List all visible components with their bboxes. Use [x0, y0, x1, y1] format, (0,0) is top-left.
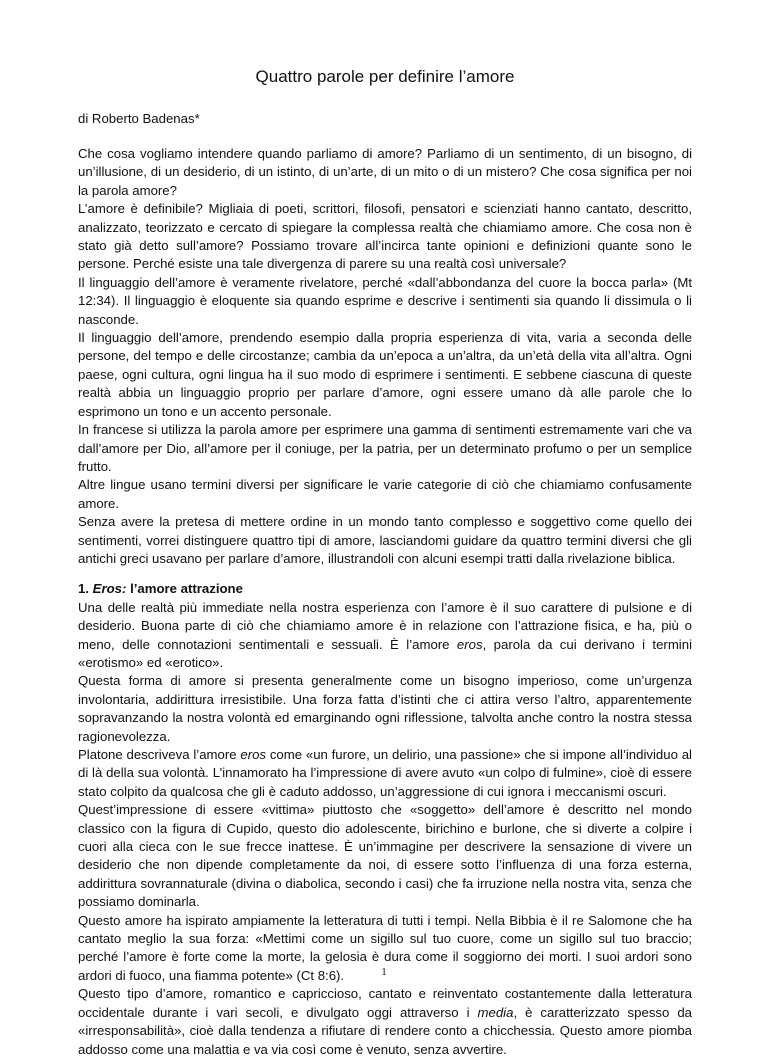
paragraph [78, 985, 692, 1059]
text-run: Platone descriveva l’amore [78, 747, 241, 762]
document-title: Quattro parole per definire l’amore [255, 67, 515, 86]
paragraph [78, 599, 692, 673]
text-run: , è caratterizzato spesso da «irresponsabilità», cioè dalla tendenza a rifiutare di rendere conto a chicchessia. Questo amore piomba addosso come una malattia e va via così come è venuto, senza avvertire. [78, 1004, 693, 1057]
paragraph: L’amore è definibile? Migliaia di poeti, scrittori, filosofi, pensatori e scienziati hanno cantato, descritto, analizzato, teorizzato e cercato di spiegare la complessa realtà che chiamiamo amore. Che cosa non è stato già detto sull’amore? Possiamo trovare all’incirca tante opinioni e definizioni quante sono le persone. Perché esiste una tale divergenza di parere su una realtà così universale? [78, 201, 692, 272]
text-run: come «un furore, un delirio, una passione» che si impone all’individuo al di là della sua volontà. L’innamorato ha l’impressione di avere avuto «un colpo di fulmine», cioè di essere stato colpito da qualcosa che gli è caduto addosso, un’aggressione di cui ignora i meccanismi oscuri. [78, 747, 692, 799]
section-number: 1. [78, 581, 89, 597]
author-line: di Roberto Badenas* [78, 111, 200, 126]
page-number: 1 [381, 966, 387, 978]
section-term: Eros: [92, 581, 127, 597]
text-run: , parola da cui derivano i termini «erotismo» ed «erotico». [78, 636, 692, 670]
paragraph: Quest’impressione di essere «vittima» piuttosto che «soggetto» dell’amore è descritto nel mondo classico con la figura di Cupido, questo dio adolescente, birichino e burlone, che si diverte a colpire i cuori alla cieca con le sue frecce inattese. È un’immagine per descrivere la sensazione di vivere un desiderio che non dipende completamente da noi, di essere sotto l’influenza di una forza esterna, addirittura sovrannaturale (divina o diabolica, secondo i casi) che fa irruzione nella nostra vita, senza che possiamo dominarla. [78, 802, 692, 910]
paragraph: Questo amore ha ispirato ampiamente la letteratura di tutti i tempi. Nella Bibbia è il re Salomone che ha cantato meglio la sua forza: «Mettimi come un sigillo sul tuo cuore, come un sigillo sul tuo braccio; perché l’amore è forte come la morte, la gelosia è dura come il soggiorno dei morti. I suoi ardori sono ardori di fuoco, una fiamma potente» (Ct 8:6). [78, 912, 692, 983]
paragraph: Il linguaggio dell’amore, prendendo esempio dalla propria esperienza di vita, varia a seconda delle persone, del tempo e delle circostanze; cambia da un’epoca a un’altra, da un’età della vita all’altra. Ogni paese, ogni cultura, ogni lingua ha il suo modo di esprimere i sentimenti. E sebbene ciascuna di queste realtà abbia un linguaggio proprio per parlare d’amore, ogni essere umano dà alle parole che lo esprimono un tono e un accento personale. [78, 330, 692, 419]
paragraph: Senza avere la pretesa di mettere ordine in un mondo tanto complesso e soggettivo come quello dei sentimenti, vorrei distinguere quattro tipi di amore, lasciandomi guidare da quattro termini diversi che gli antichi greci usavano per parlare d’amore, illustrandoli con alcuni esempi tratti dalla rivelazione biblica. [78, 514, 692, 566]
section-heading [78, 580, 692, 598]
paragraph: Che cosa vogliamo intendere quando parliamo di amore? Parliamo di un sentimento, di un bisogno, di un’illusione, di un desiderio, di un istinto, di un’arte, di un mito o di un mistero? Che cosa significa per noi la parola amore? [78, 146, 692, 198]
paragraph [78, 746, 692, 801]
emphasis: eros [240, 747, 267, 762]
text-run: Una delle realtà più immediate nella nostra esperienza con l’amore è il suo carattere di pulsione e di desiderio. Buona parte di ciò che chiamiamo amore è in relazione con l’attrazione fisica, e ha, più o meno, delle connotazioni sentimentali e sessuali. È l’amore [78, 599, 692, 652]
paragraph: Altre lingue usano termini diversi per significare le varie categorie di ciò che chiamiamo confusamente amore. [78, 477, 692, 511]
emphasis: eros [456, 636, 483, 652]
section-heading-text: l’amore attrazione [130, 581, 243, 597]
paragraph: Il linguaggio dell’amore è veramente rivelatore, perché «dall’abbondanza del cuore la bocca parla» (Mt 12:34). Il linguaggio è eloquente sia quando esprime e descrive i sentimenti sia quando li dissimula o li nasconde. [78, 274, 692, 327]
paragraph: In francese si utilizza la parola amore per esprimere una gamma di sentimenti estremamente vari che va dall’amore per Dio, all’amore per il coniuge, per la patria, per un determinato profumo o per un semplice frutto. [78, 422, 692, 474]
text-run: Questo tipo d’amore, romantico e capriccioso, cantato e reinventato costantemente dalla letteratura occidentale durante i vari secoli, e divulgato oggi attraverso i [78, 986, 692, 1020]
paragraph: Questa forma di amore si presenta generalmente come un bisogno imperioso, come un’urgenza involontaria, addirittura irresistibile. Una forza fatta d’istinti che ci attira verso l’altro, apparentemente sopravanzando la nostra volontà ed emarginando ogni riflessione, talvolta anche contro la nostra stessa ragionevolezza. [78, 673, 692, 744]
document-body [78, 145, 692, 1059]
emphasis: media [477, 1004, 514, 1020]
